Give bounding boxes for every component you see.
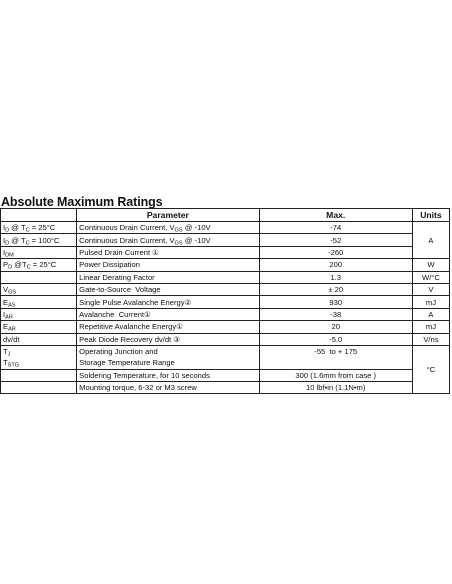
unit-cell: V bbox=[412, 283, 449, 295]
table-row bbox=[1, 321, 450, 333]
unit-cell-drain-current: A bbox=[412, 222, 449, 259]
unit-cell: mJ bbox=[412, 321, 449, 333]
table-row bbox=[1, 296, 450, 308]
unit-cell: W/°C bbox=[412, 271, 449, 283]
absolute-maximum-ratings-table bbox=[0, 208, 450, 394]
max-cell: ± 20 bbox=[259, 283, 412, 295]
max-cell: 20 bbox=[259, 321, 412, 333]
unit-cell: mJ bbox=[412, 296, 449, 308]
max-cell: -55 to + 175 bbox=[259, 345, 412, 357]
symbol-cell bbox=[1, 382, 77, 394]
table-header-row bbox=[1, 209, 450, 222]
parameter-cell: Avalanche Current① bbox=[77, 308, 259, 320]
parameter-cell: Gate-to-Source Voltage bbox=[77, 283, 259, 295]
symbol-cell bbox=[1, 271, 77, 283]
max-cell: 1.3 bbox=[259, 271, 412, 283]
symbol-cell bbox=[1, 369, 77, 381]
symbol-cell: $E_{AS}$ bbox=[1, 296, 77, 308]
table-row bbox=[1, 308, 450, 320]
parameter-cell: Repetitive Avalanche Energy① bbox=[77, 321, 259, 333]
table-row bbox=[1, 333, 450, 345]
symbol-cell: $V_{GS}$ bbox=[1, 283, 77, 295]
section-title: Absolute Maximum Ratings bbox=[1, 195, 163, 209]
parameter-cell: Power Dissipation bbox=[77, 259, 259, 271]
table-row bbox=[1, 222, 450, 234]
table-row bbox=[1, 345, 450, 357]
max-cell: 200 bbox=[259, 259, 412, 271]
symbol-cell: $I_D$ @ $T_C = 100^\circ C$ bbox=[1, 234, 77, 246]
unit-cell: W bbox=[412, 259, 449, 271]
symbol-cell: dv/dt bbox=[1, 333, 77, 345]
max-cell: -260 bbox=[259, 246, 412, 258]
max-cell: -5.0 bbox=[259, 333, 412, 345]
table-row bbox=[1, 234, 450, 246]
parameter-cell: Single Pulse Avalanche Energy② bbox=[77, 296, 259, 308]
symbol-cell: $T_{STG}$ bbox=[1, 357, 77, 369]
parameter-cell: Peak Diode Recovery dv/dt ③ bbox=[77, 333, 259, 345]
table-row bbox=[1, 357, 450, 369]
parameter-cell: Pulsed Drain Current ① bbox=[77, 246, 259, 258]
parameter-cell: Linear Derating Factor bbox=[77, 271, 259, 283]
max-cell bbox=[259, 357, 412, 369]
parameter-header: Parameter bbox=[77, 209, 259, 222]
parameter-cell: Soldering Temperature, for 10 seconds bbox=[77, 369, 259, 381]
max-header: Max. bbox=[259, 209, 412, 222]
units-header: Units bbox=[412, 209, 449, 222]
parameter-cell: Continuous Drain Current, $V_{GS}$ @ -10V bbox=[77, 234, 259, 246]
max-cell: 930 bbox=[259, 296, 412, 308]
table-row bbox=[1, 369, 450, 381]
symbol-cell: $I_D$ @ $T_C = 25^\circ C$ bbox=[1, 222, 77, 234]
symbol-cell: $E_{AR}$ bbox=[1, 321, 77, 333]
parameter-cell: Mounting torque, 6-32 or M3 screw bbox=[77, 382, 259, 394]
table-row bbox=[1, 271, 450, 283]
max-cell: -52 bbox=[259, 234, 412, 246]
table-row bbox=[1, 283, 450, 295]
parameter-cell: Storage Temperature Range bbox=[77, 357, 259, 369]
symbol-cell: $T_J$ bbox=[1, 345, 77, 357]
symbol-header bbox=[1, 209, 77, 222]
max-cell: 300 (1.6mm from case ) bbox=[259, 369, 412, 381]
max-cell: -74 bbox=[259, 222, 412, 234]
parameter-cell: Continuous Drain Current, $V_{GS}$ @ -10V bbox=[77, 222, 259, 234]
unit-cell-temperature: °C bbox=[412, 345, 449, 394]
parameter-cell: Operating Junction and bbox=[77, 345, 259, 357]
max-cell: -38 bbox=[259, 308, 412, 320]
max-cell: 10 lbf•in (1.1N•m) bbox=[259, 382, 412, 394]
symbol-cell: $I_{AR}$ bbox=[1, 308, 77, 320]
symbol-cell: $I_{DM}$ bbox=[1, 246, 77, 258]
table-row bbox=[1, 259, 450, 271]
unit-cell: A bbox=[412, 308, 449, 320]
unit-cell: V/ns bbox=[412, 333, 449, 345]
table-row bbox=[1, 246, 450, 258]
symbol-cell: $P_D$ $@T_C = 25^\circ C$ bbox=[1, 259, 77, 271]
table-row bbox=[1, 382, 450, 394]
